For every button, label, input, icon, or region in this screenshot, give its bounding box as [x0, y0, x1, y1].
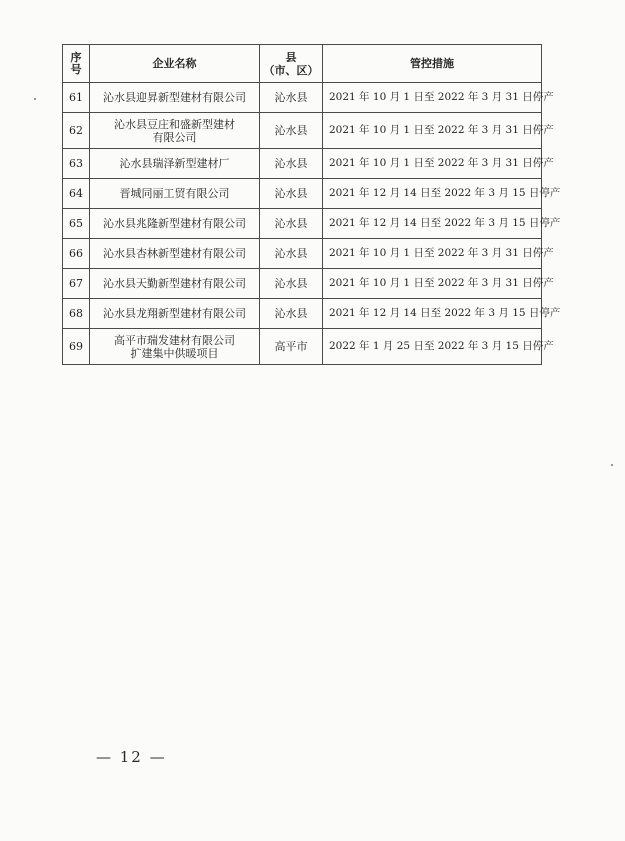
- page-number: — 12 —: [96, 748, 167, 766]
- county: 沁水县: [260, 239, 323, 269]
- row-number: 65: [63, 209, 90, 239]
- county: 沁水县: [260, 83, 323, 113]
- control-measure: 2021 年 10 月 1 日至 2022 年 3 月 31 日停产: [323, 113, 542, 149]
- row-number: 68: [63, 299, 90, 329]
- control-measure: 2021 年 10 月 1 日至 2022 年 3 月 31 日停产: [323, 149, 542, 179]
- header-control-measure: 管控措施: [323, 45, 542, 83]
- scan-speck: [611, 464, 613, 466]
- table-header-row: [63, 45, 542, 83]
- header-serial-number: 序 号: [63, 45, 90, 83]
- enterprise-name: 高平市瑞发建材有限公司 扩建集中供暖项目: [90, 329, 260, 365]
- enterprise-name: 晋城同丽工贸有限公司: [90, 179, 260, 209]
- county: 沁水县: [260, 269, 323, 299]
- header-enterprise-name: 企业名称: [90, 45, 260, 83]
- row-number: 63: [63, 149, 90, 179]
- control-measure: 2021 年 12 月 14 日至 2022 年 3 月 15 日停产: [323, 209, 542, 239]
- county: 沁水县: [260, 209, 323, 239]
- enterprise-name: 沁水县兆隆新型建材有限公司: [90, 209, 260, 239]
- county: 高平市: [260, 329, 323, 365]
- table-row: [63, 209, 542, 239]
- table-row: [63, 179, 542, 209]
- table-row: [63, 149, 542, 179]
- control-measure: 2021 年 12 月 14 日至 2022 年 3 月 15 日停产: [323, 299, 542, 329]
- scan-speck: [34, 98, 36, 100]
- control-measure: 2022 年 1 月 25 日至 2022 年 3 月 15 日停产: [323, 329, 542, 365]
- row-number: 67: [63, 269, 90, 299]
- table-row: [63, 269, 542, 299]
- row-number: 62: [63, 113, 90, 149]
- enterprise-name: 沁水县天勤新型建材有限公司: [90, 269, 260, 299]
- enterprise-name: 沁水县杏林新型建材有限公司: [90, 239, 260, 269]
- control-measure: 2021 年 10 月 1 日至 2022 年 3 月 31 日停产: [323, 269, 542, 299]
- table-row: [63, 113, 542, 149]
- enterprise-name: 沁水县豆庄和盛新型建材 有限公司: [90, 113, 260, 149]
- county: 沁水县: [260, 149, 323, 179]
- row-number: 61: [63, 83, 90, 113]
- enterprise-name: 沁水县瑞泽新型建材厂: [90, 149, 260, 179]
- row-number: 66: [63, 239, 90, 269]
- county: 沁水县: [260, 179, 323, 209]
- row-number: 69: [63, 329, 90, 365]
- county: 沁水县: [260, 113, 323, 149]
- control-measure: 2021 年 10 月 1 日至 2022 年 3 月 31 日停产: [323, 239, 542, 269]
- row-number: 64: [63, 179, 90, 209]
- enterprise-name: 沁水县龙翔新型建材有限公司: [90, 299, 260, 329]
- table-row: [63, 329, 542, 365]
- control-measure: 2021 年 10 月 1 日至 2022 年 3 月 31 日停产: [323, 83, 542, 113]
- table-row: [63, 299, 542, 329]
- enterprise-control-table: [62, 44, 561, 365]
- header-county: 县 （市、区）: [260, 45, 323, 83]
- control-measure: 2021 年 12 月 14 日至 2022 年 3 月 15 日停产: [323, 179, 542, 209]
- table-row: [63, 239, 542, 269]
- county: 沁水县: [260, 299, 323, 329]
- table-row: [63, 83, 542, 113]
- enterprise-name: 沁水县迎昇新型建材有限公司: [90, 83, 260, 113]
